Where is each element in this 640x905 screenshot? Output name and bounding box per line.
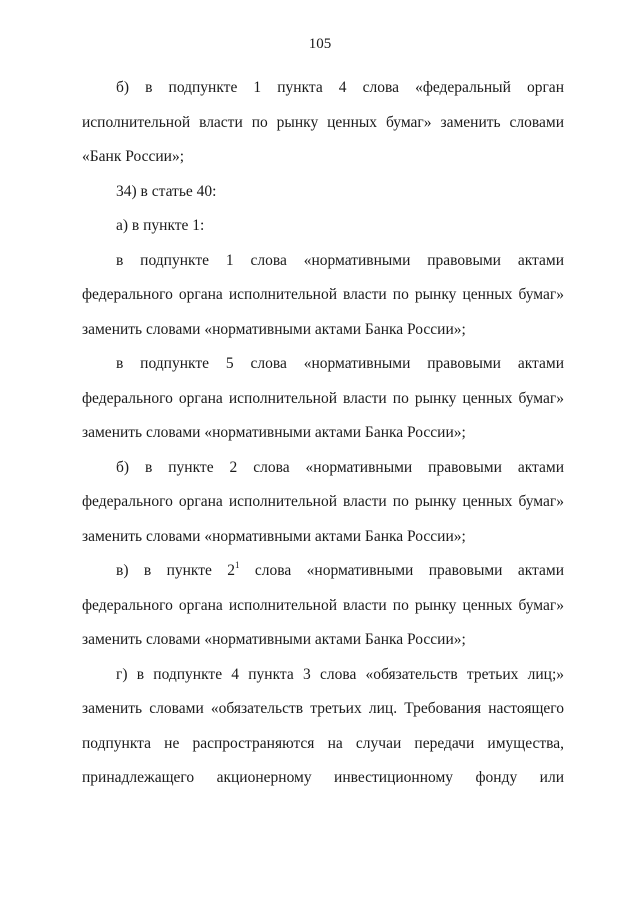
superscript: 1 bbox=[235, 560, 240, 570]
paragraph: г) в подпункте 4 пункта 3 слова «обязательств третьих лиц;» заменить словами «обязательств третьих лиц. Требования настоящего подпункта не распространяются на случаи передачи имущества, принадлежащего акционерному инвестиционному фонду или bbox=[82, 665, 564, 786]
paragraph: в подпункте 5 слова «нормативными правовыми актами федерального органа исполнительной власти по рынку ценных бумаг» заменить словами «нормативными актами Банка России»; bbox=[82, 355, 564, 441]
paragraph: 34) в статье 40: bbox=[116, 182, 217, 200]
paragraph: а) в пункте 1: bbox=[116, 217, 205, 234]
paragraph bbox=[82, 554, 564, 658]
document-body bbox=[82, 71, 564, 796]
paragraph-start: в) в пункте 2 bbox=[116, 562, 236, 579]
page-number: 105 bbox=[308, 36, 332, 52]
paragraph: в подпункте 1 слова «нормативными правовыми актами федерального органа исполнительной власти по рынку ценных бумаг» заменить словами «нормативными актами Банка России»; bbox=[82, 251, 564, 338]
paragraph: б) в пункте 2 слова «нормативными правовыми актами федерального органа исполнительной власти по рынку ценных бумаг» заменить словами «нормативными актами Банка России»; bbox=[82, 458, 564, 545]
paragraph: б) в подпункте 1 пункта 4 слова «федеральный орган исполнительной власти по рынку ценных бумаг» заменить словами «Банк России»; bbox=[82, 79, 564, 165]
paragraph-rest: слова «нормативными правовыми актами федерального органа исполнительной власти по рынку ценных бумаг» заменить словами «нормативными актами Банка России»; bbox=[82, 562, 564, 648]
